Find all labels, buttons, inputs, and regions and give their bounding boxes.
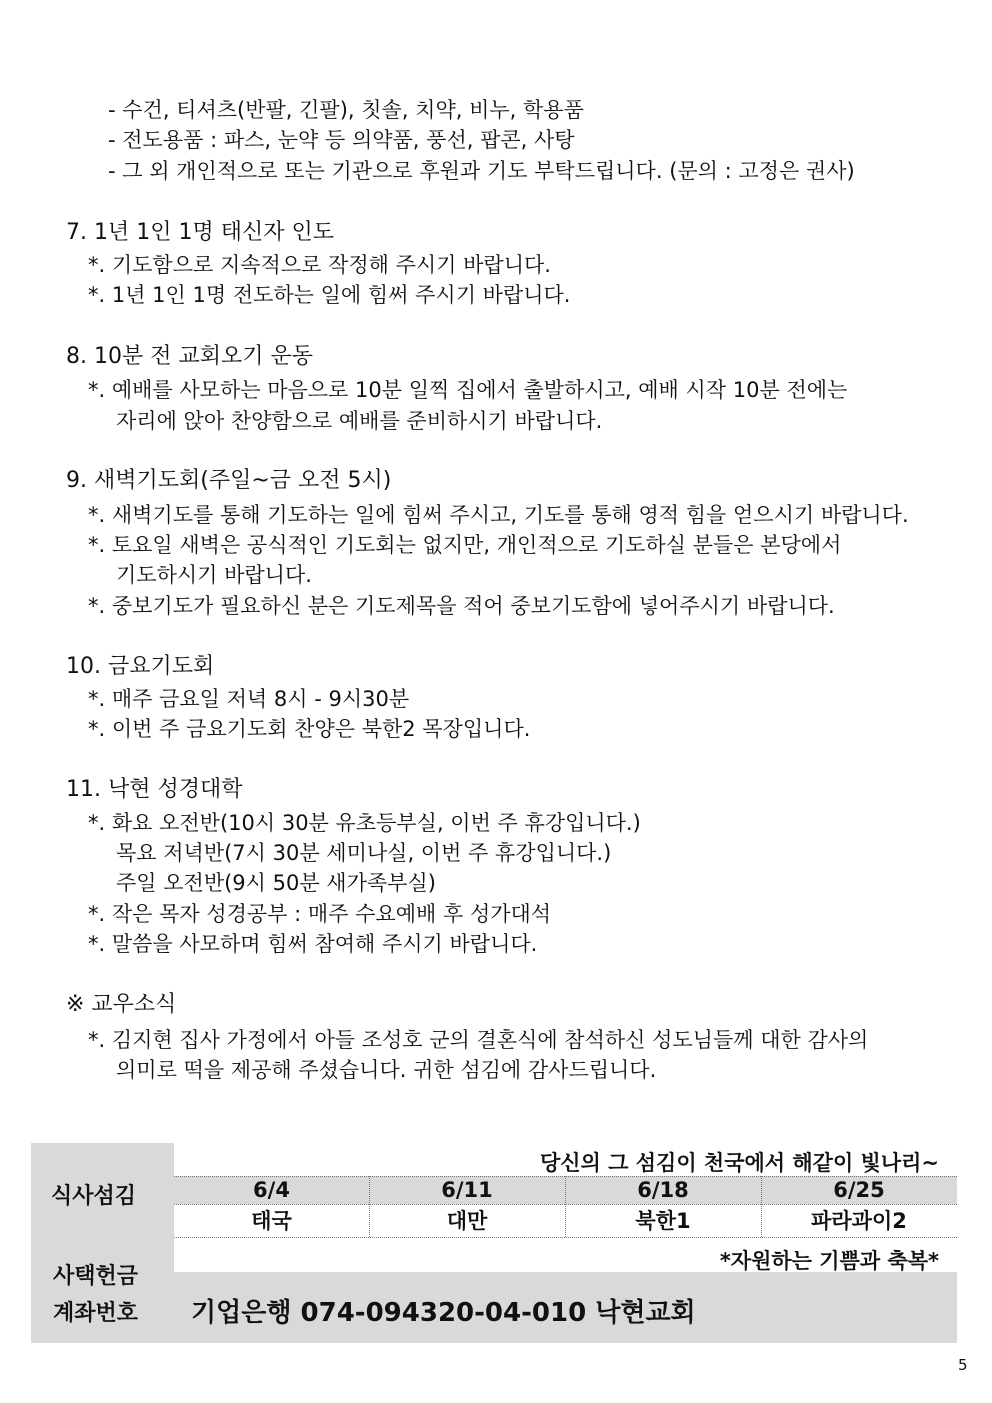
section-7-bullet: *. 기도함으로 지속적으로 작정해 주시기 바랍니다. [88,253,551,277]
section-10-bullet: *. 이번 주 금요기도회 찬양은 북한2 목장입니다. [88,717,531,741]
section-9-bullet-cont: 기도하시기 바랍니다. [116,563,312,587]
supplies-item: - 수건, 티셔츠(반팔, 긴팔), 칫솔, 치약, 비누, 학용품 [108,98,584,122]
supplies-item: - 전도용품 : 파스, 눈약 등 의약품, 풍선, 팝콘, 사탕 [108,128,575,152]
supplies-item: - 그 외 개인적으로 또는 기관으로 후원과 기도 부탁드립니다. (문의 : 고정은 권사) [108,159,855,183]
slogan: 당신의 그 섬김이 천국에서 해같이 빛나리~ [539,1151,939,1175]
section-11-bullet-cont: 주일 오전반(9시 50분 새가족부실) [116,871,436,895]
section-7-bullet: *. 1년 1인 1명 전도하는 일에 힘써 주시기 바랍니다. [88,283,571,307]
section-8-bullet: *. 예배를 사모하는 마음으로 10분 일찍 집에서 출발하시고, 예배 시작 10분 전에는 [88,378,848,402]
meal-date: 6/18 [637,1178,689,1202]
news-title: ※ 교우소식 [66,992,177,1017]
section-9-bullet: *. 토요일 새벽은 공식적인 기도회는 없지만, 개인적으로 기도하실 분들은 본당에서 [88,533,842,557]
section-9-bullet: *. 중보기도가 필요하신 분은 기도제목을 적어 중보기도함에 넣어주시기 바랍니다. [88,594,835,618]
section-11-bullet: *. 화요 오전반(10시 30분 유초등부실, 이번 주 휴강입니다.) [88,811,641,835]
section-10-title: 10. 금요기도회 [66,654,215,679]
section-11-bullet: *. 말씀을 사모하며 힘써 참여해 주시기 바랍니다. [88,932,538,956]
meal-group: 파라과이2 [811,1209,907,1233]
meal-group: 북한1 [635,1209,691,1233]
meal-date: 6/11 [441,1178,493,1202]
meal-date: 6/4 [253,1178,290,1202]
news-bullet-cont: 의미로 떡을 제공해 주셨습니다. 귀한 섬김에 감사드립니다. [116,1058,657,1082]
section-7-title: 7. 1년 1인 1명 태신자 인도 [66,220,334,245]
meal-label: 식사섬김 [51,1184,137,1209]
section-10-bullet: *. 매주 금요일 저녁 8시 - 9시30분 [88,687,410,711]
section-11-title: 11. 낙현 성경대학 [66,777,243,802]
meal-group: 태국 [251,1209,292,1233]
account-label: 계좌번호 [53,1301,139,1326]
section-8-title: 8. 10분 전 교회오기 운동 [66,344,313,369]
service-info-box [31,1143,957,1343]
section-11-bullet: *. 작은 목자 성경공부 : 매주 수요예배 후 성가대석 [88,902,552,926]
news-bullet: *. 김지현 집사 가정에서 아들 조성호 군의 결혼식에 참석하신 성도님들께 대한 감사의 [88,1028,869,1052]
meal-group: 대만 [446,1209,488,1233]
section-11-bullet-cont: 목요 저녁반(7시 30분 세미나실, 이번 주 휴강입니다.) [116,841,612,865]
meal-date: 6/25 [833,1178,885,1202]
section-8-bullet-cont: 자리에 앉아 찬양함으로 예배를 준비하시기 바랍니다. [116,409,603,433]
offering-note: *자원하는 기쁨과 축복* [719,1249,939,1273]
page-number: 5 [958,1356,968,1374]
offering-label: 사택헌금 [53,1264,139,1289]
divider [174,1237,957,1238]
section-9-title: 9. 새벽기도회(주일~금 오전 5시) [66,468,392,493]
section-9-bullet: *. 새벽기도를 통해 기도하는 일에 힘써 주시고, 기도를 통해 영적 힘을 얻으시기 바랍니다. [88,503,909,527]
bank-account: 기업은행 074-094320-04-010 낙현교회 [191,1298,696,1328]
